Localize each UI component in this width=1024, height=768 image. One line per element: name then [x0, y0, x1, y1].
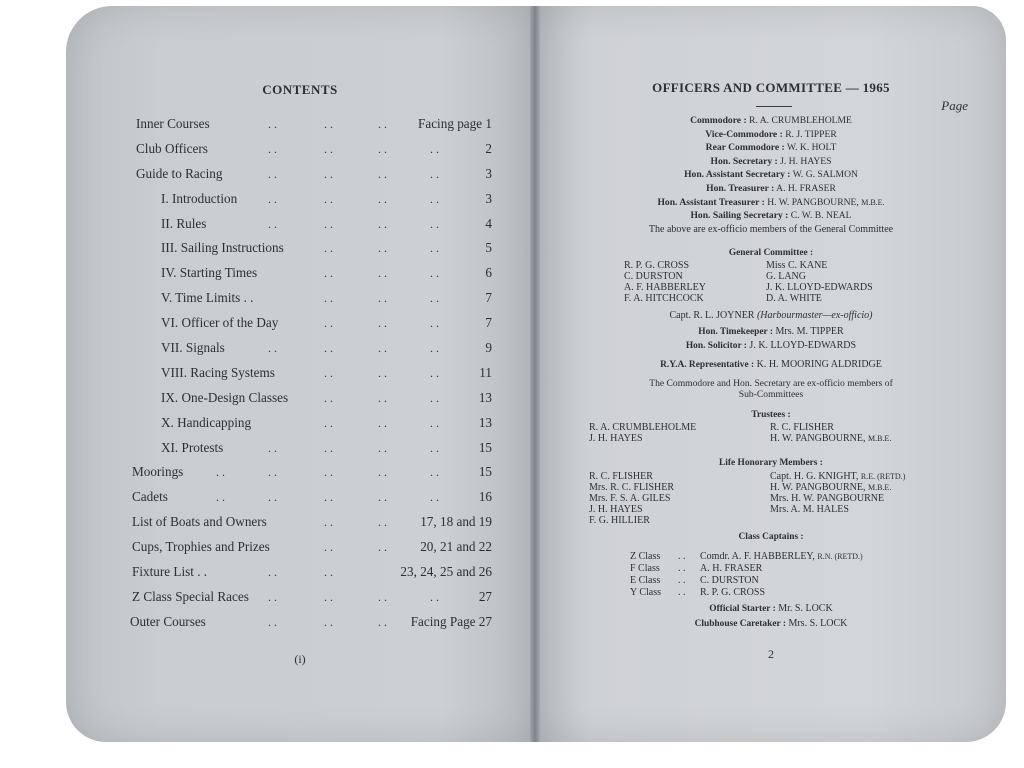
- member-name: [770, 471, 905, 482]
- solicitor-role: Hon. Solicitor :: [685, 341, 747, 351]
- starter-line: [536, 603, 1006, 614]
- contents-entry-page: 16: [478, 489, 492, 505]
- contents-entry: [66, 411, 534, 436]
- contents-entry: [66, 510, 534, 535]
- leader-dots: . .: [430, 316, 439, 331]
- contents-entry: [66, 485, 534, 510]
- rya-line: [536, 359, 1006, 370]
- leader-dots: . .: [430, 291, 439, 306]
- leader-dots: . .: [378, 266, 387, 281]
- member-name: R. A. CRUMBLEHOLME: [589, 422, 697, 433]
- leader-dots: . .: [324, 291, 333, 306]
- leader-dots: . .: [430, 440, 439, 455]
- contents-entry: [66, 610, 534, 635]
- leader-dots: . .: [324, 141, 333, 156]
- leader-dots: . .: [378, 316, 387, 331]
- contents-entry-page: 13: [478, 389, 492, 405]
- member-name: [770, 493, 905, 504]
- member-name: [770, 433, 891, 444]
- leader-dots: . .: [378, 589, 387, 604]
- contents-entry-page: 13: [478, 414, 492, 430]
- caretaker-name: Mrs. S. LOCK: [788, 618, 848, 629]
- leader-dots: . .: [378, 440, 387, 455]
- rya-name: K. H. MOORING ALDRIDGE: [756, 359, 882, 370]
- subcommittee-note: [536, 378, 1006, 400]
- leader-dots: . .: [268, 465, 277, 480]
- officer-role: Hon. Assistant Secretary :: [684, 169, 791, 181]
- officer-honour: M.B.E.: [861, 197, 885, 207]
- contents-entry-label: Moorings: [132, 464, 184, 480]
- leader-dots: . .: [324, 191, 333, 206]
- member-name: F. A. HITCHCOCK: [624, 293, 704, 304]
- leader-dots: . .: [268, 191, 277, 206]
- leader-dots: . .: [430, 465, 439, 480]
- subcommittee-note-line: The Commodore and Hon. Secretary are ex-officio members of: [649, 378, 893, 389]
- officers-title: OFFICERS AND COMMITTEE — 1965: [652, 80, 890, 95]
- contents-entry-label: Z Class Special Races: [132, 588, 249, 604]
- member-name: F. G. HILLIER: [589, 515, 650, 526]
- officer-name: J. H. HAYES: [780, 155, 832, 167]
- leader-dots: . .: [324, 341, 333, 356]
- class-name: Y Class: [630, 587, 662, 598]
- general-committee-left: [624, 260, 706, 304]
- contents-entry: [66, 112, 534, 137]
- subcommittee-note-line: Sub-Committees: [738, 389, 804, 400]
- leader-dots: . .: [216, 465, 225, 480]
- contents-entry-page: 7: [485, 315, 492, 331]
- class-captain: [700, 575, 759, 586]
- joyner-line: [536, 310, 1006, 321]
- leader-dots: . .: [430, 266, 439, 281]
- solicitor-line: [536, 340, 1006, 351]
- page-column-label: Page: [941, 98, 968, 113]
- member-honour: M.B.E.: [867, 483, 892, 492]
- contents-entry-page: Facing page 1: [418, 116, 492, 131]
- member-name: J. H. HAYES: [589, 433, 643, 444]
- member-name-text: Mrs. H. W. PANGBOURNE: [770, 493, 885, 504]
- leader-dots: . .: [378, 540, 387, 555]
- officer-role: Vice-Commodore :: [705, 128, 783, 140]
- general-committee-heading: General Committee :: [728, 248, 814, 258]
- contents-entry-label: VII. Signals: [161, 340, 225, 356]
- leader-dots: . .: [430, 415, 439, 430]
- member-name: [770, 482, 905, 493]
- member-name-text: Mrs. A. M. HALES: [770, 504, 849, 515]
- trustees-right: [770, 422, 891, 444]
- leader-dots: . .: [378, 191, 387, 206]
- contents-entry-label: Outer Courses: [130, 613, 206, 629]
- member-name: G. LANG: [766, 271, 806, 282]
- leader-dots: . .: [430, 589, 439, 604]
- life-members-heading: Life Honorary Members :: [719, 458, 823, 468]
- leader-dots: . .: [378, 117, 387, 131]
- officer-role: Hon. Assistant Treasurer :: [657, 196, 765, 208]
- leader-dots: . .: [324, 216, 333, 231]
- trustees-heading: Trustees :: [751, 410, 791, 420]
- leader-dots: . .: [430, 191, 439, 206]
- timekeeper-line: [536, 326, 1006, 337]
- leader-dots: . .: [378, 241, 387, 256]
- leader-dots: . .: [268, 117, 277, 131]
- leader-dots: . .: [268, 490, 277, 505]
- caretaker-role: Clubhouse Caretaker :: [694, 619, 786, 629]
- leader-dots: . .: [678, 551, 686, 562]
- leader-dots: . .: [324, 465, 333, 480]
- officer-name: C. W. B. NEAL: [790, 210, 852, 222]
- right-page-number: 2: [768, 647, 774, 661]
- leader-dots: . .: [378, 390, 387, 405]
- member-name: [770, 504, 905, 515]
- leader-dots: . .: [268, 614, 277, 629]
- officers-list: [536, 114, 1006, 223]
- class-captain: [700, 587, 765, 598]
- contents-entry-label: I. Introduction: [161, 190, 238, 206]
- contents-entry: [66, 361, 534, 386]
- leader-dots: . .: [678, 575, 686, 586]
- leader-dots: . .: [324, 266, 333, 281]
- contents-entry-page: 15: [478, 464, 492, 480]
- contents-entry-label: IX. One-Design Classes: [161, 389, 289, 405]
- contents-entry: [66, 436, 534, 461]
- title-rule: [756, 106, 792, 107]
- leader-dots: . .: [324, 540, 333, 555]
- class-captain: [700, 551, 863, 562]
- leader-dots: . .: [378, 141, 387, 156]
- contents-entry: [66, 162, 534, 187]
- officer-row: [536, 209, 1006, 223]
- officer-role: Commodore :: [690, 115, 747, 126]
- leader-dots: . .: [324, 589, 333, 604]
- officer-row: [536, 168, 1006, 182]
- leader-dots: . .: [430, 141, 439, 156]
- left-page-number: (i): [294, 652, 306, 666]
- officer-name: H. W. PANGBOURNE,: [767, 196, 859, 208]
- officer-row: [536, 196, 1006, 210]
- member-name: Mrs. R. C. FLISHER: [589, 482, 675, 493]
- class-name: Z Class: [630, 551, 661, 562]
- leader-dots: . .: [268, 589, 277, 604]
- life-members-left: [589, 471, 674, 526]
- contents-entry-page: 23, 24, 25 and 26: [400, 564, 492, 580]
- contents-entry-page: 7: [485, 290, 492, 306]
- officer-row: [536, 141, 1006, 155]
- contents-entry-label: Club Officers: [136, 140, 208, 156]
- leader-dots: . .: [378, 415, 387, 430]
- leader-dots: . .: [324, 515, 333, 530]
- leader-dots: . .: [430, 365, 439, 380]
- member-name: A. F. HABBERLEY: [624, 282, 706, 293]
- rya-role: R.Y.A. Representative :: [660, 360, 755, 370]
- contents-entry-page: 4: [485, 215, 492, 231]
- officer-name: W. G. SALMON: [792, 169, 858, 181]
- ex-officio-note: The above are ex-officio members of the General Committee: [648, 224, 894, 235]
- contents-entry: [66, 336, 534, 361]
- contents-entry-page: 11: [479, 364, 492, 380]
- general-committee-right: [766, 260, 873, 304]
- leader-dots: . .: [324, 415, 333, 430]
- contents-entry: [66, 386, 534, 411]
- member-name: J. K. LLOYD-EDWARDS: [766, 282, 873, 293]
- contents-entry: [66, 460, 534, 485]
- contents-entry-label: III. Sailing Instructions: [161, 240, 284, 256]
- contents-entry-page: Facing Page 27: [410, 613, 492, 629]
- officer-name: R. J. TIPPER: [785, 128, 837, 140]
- contents-entry: [66, 585, 534, 610]
- leader-dots: . .: [268, 141, 277, 156]
- leader-dots: . .: [430, 390, 439, 405]
- contents-entry-label: X. Handicapping: [161, 414, 252, 430]
- contents-entry-label: Fixture List . .: [132, 564, 208, 580]
- leader-dots: . .: [430, 241, 439, 256]
- leader-dots: . .: [324, 390, 333, 405]
- officer-row: [536, 114, 1006, 128]
- class-captain-name: R. P. G. CROSS: [700, 587, 766, 598]
- contents-entry: [66, 535, 534, 560]
- leader-dots: . .: [268, 565, 277, 580]
- contents-entry-label: Guide to Racing: [136, 165, 223, 181]
- contents-entry-page: 6: [485, 265, 492, 281]
- member-honour: M.B.E.: [867, 434, 892, 443]
- member-name: J. H. HAYES: [589, 504, 643, 515]
- member-name: Miss C. KANE: [766, 260, 828, 271]
- member-name-text: H. W. PANGBOURNE,: [770, 482, 866, 493]
- leader-dots: . .: [324, 490, 333, 505]
- leader-dots: . .: [378, 216, 387, 231]
- member-name: D. A. WHITE: [766, 293, 822, 304]
- life-members-right: [770, 471, 905, 515]
- starter-name: Mr. S. LOCK: [778, 603, 833, 614]
- caretaker-line: [536, 618, 1006, 629]
- contents-entry-page: 20, 21 and 22: [420, 539, 492, 555]
- class-name: E Class: [630, 575, 661, 586]
- leader-dots: . .: [378, 465, 387, 480]
- leader-dots: . .: [378, 365, 387, 380]
- contents-entry-page: 15: [478, 439, 492, 455]
- member-name: R. C. FLISHER: [589, 471, 653, 482]
- leader-dots: . .: [430, 216, 439, 231]
- contents-entry: [66, 261, 534, 286]
- member-name: R. P. G. CROSS: [624, 260, 690, 271]
- class-captains-heading: Class Captains :: [738, 532, 804, 542]
- officer-row: [536, 128, 1006, 142]
- contents-entry: [66, 236, 534, 261]
- leader-dots: . .: [324, 365, 333, 380]
- class-captain-name: C. DURSTON: [700, 575, 759, 586]
- leader-dots: . .: [430, 341, 439, 356]
- leader-dots: . .: [378, 515, 387, 530]
- contents-entry-page: 17, 18 and 19: [420, 514, 492, 530]
- class-name: F Class: [630, 563, 660, 574]
- contents-entry: [66, 311, 534, 336]
- leader-dots: . .: [324, 565, 333, 580]
- trustees-left: [589, 422, 696, 444]
- officer-row: [536, 155, 1006, 169]
- leader-dots: . .: [678, 563, 686, 574]
- member-name: C. DURSTON: [624, 271, 683, 282]
- contents-entry-label: VI. Officer of the Day: [161, 315, 279, 331]
- officer-role: Hon. Treasurer :: [706, 182, 775, 194]
- officer-role: Hon. Secretary :: [710, 155, 778, 167]
- contents-entry-label: XI. Protests: [161, 439, 224, 455]
- contents-entry-page: 3: [485, 190, 492, 206]
- contents-entry-page: 5: [485, 240, 492, 256]
- class-captain: [700, 563, 762, 574]
- class-captain-name: A. H. FRASER: [700, 563, 763, 574]
- starter-role: Official Starter :: [709, 604, 776, 614]
- contents-entry-label: IV. Starting Times: [161, 265, 258, 281]
- officer-role: Rear Commodore :: [705, 142, 785, 154]
- contents-entry-label: Cups, Trophies and Prizes: [132, 539, 270, 555]
- timekeeper-role: Hon. Timekeeper :: [698, 327, 774, 337]
- leader-dots: . .: [430, 490, 439, 505]
- leader-dots: . .: [430, 166, 439, 181]
- contents-entry-label: VIII. Racing Systems: [161, 364, 275, 380]
- member-honour: R.E. (RETD.): [860, 472, 906, 481]
- contents-entry-page: 9: [485, 340, 492, 356]
- leader-dots: . .: [378, 341, 387, 356]
- leader-dots: . .: [324, 166, 333, 181]
- leader-dots: . .: [324, 614, 333, 629]
- contents-entry-label: Inner Courses: [136, 116, 210, 131]
- leader-dots: . .: [324, 440, 333, 455]
- leader-dots: . .: [378, 291, 387, 306]
- open-booklet: [66, 6, 1006, 742]
- member-name-text: Capt. H. G. KNIGHT,: [770, 471, 859, 482]
- contents-entry: [66, 137, 534, 162]
- contents-entry: [66, 212, 534, 237]
- contents-entry: [66, 286, 534, 311]
- joyner-note: (Harbourmaster—ex-officio): [756, 310, 873, 321]
- member-name-text: H. W. PANGBOURNE,: [770, 433, 866, 444]
- class-captain-honour: R.N. (RETD.): [817, 552, 863, 561]
- class-captain-name: Comdr. A. F. HABBERLEY,: [700, 551, 815, 562]
- officer-name: R. A. CRUMBLEHOLME: [749, 115, 852, 126]
- joyner-name: Capt. R. L. JOYNER: [669, 310, 755, 321]
- leader-dots: . .: [268, 216, 277, 231]
- leader-dots: . .: [378, 490, 387, 505]
- member-name: Mrs. F. S. A. GILES: [589, 493, 671, 504]
- leader-dots: . .: [268, 440, 277, 455]
- solicitor-name: J. K. LLOYD-EDWARDS: [749, 340, 857, 351]
- leader-dots: . .: [324, 316, 333, 331]
- leader-dots: . .: [378, 614, 387, 629]
- contents-entry-label: V. Time Limits . .: [161, 290, 254, 306]
- contents-title: CONTENTS: [262, 82, 338, 97]
- timekeeper-name: Mrs. M. TIPPER: [775, 326, 844, 337]
- contents-entry: [66, 187, 534, 212]
- contents-entry-label: List of Boats and Owners: [132, 514, 267, 530]
- leader-dots: . .: [268, 166, 277, 181]
- leader-dots: . .: [378, 166, 387, 181]
- officer-name: A. H. FRASER: [776, 182, 836, 194]
- leader-dots: . .: [678, 587, 686, 598]
- contents-entry-label: II. Rules: [161, 215, 207, 231]
- leader-dots: . .: [268, 341, 277, 356]
- contents-entry-page: 27: [478, 588, 492, 604]
- leader-dots: . .: [324, 241, 333, 256]
- officer-role: Hon. Sailing Secretary :: [690, 210, 789, 222]
- leader-dots: . .: [216, 490, 225, 505]
- officer-name: W. K. HOLT: [786, 142, 837, 154]
- contents-entry-page: 3: [485, 165, 492, 181]
- leader-dots: . .: [324, 117, 333, 131]
- contents-entry-page: 2: [485, 140, 492, 156]
- contents-list: [66, 112, 534, 635]
- contents-entry-label: Cadets: [132, 489, 168, 505]
- contents-entry: [66, 560, 534, 585]
- officer-row: [536, 182, 1006, 196]
- member-name: R. C. FLISHER: [770, 422, 834, 433]
